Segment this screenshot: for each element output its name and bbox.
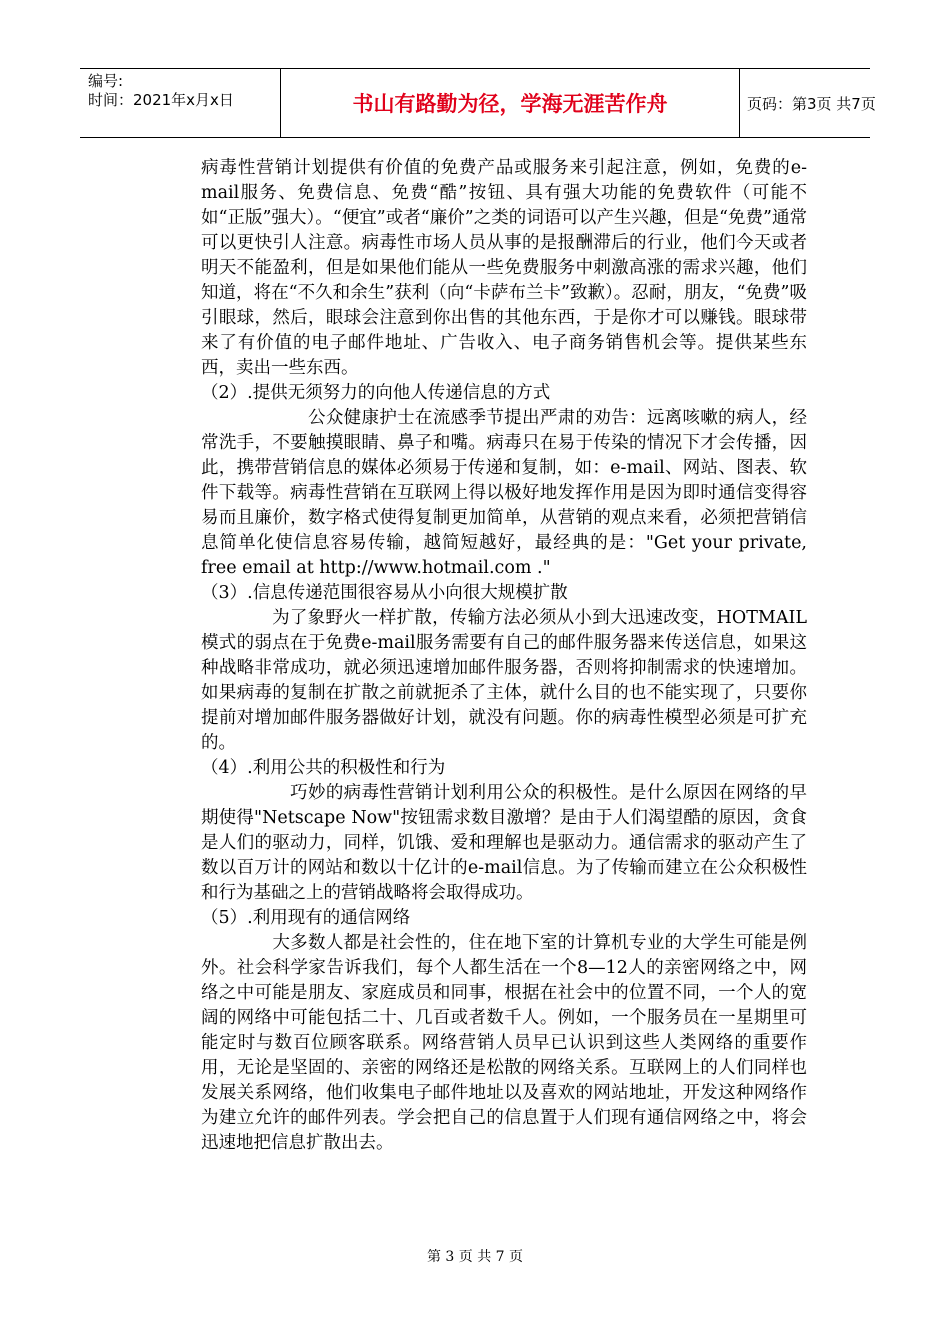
paragraph-text: 巧妙的病毒性营销计划利用公众的积极性。是什么原因在网络的早期使得"Netscape Now"按钮需求数目激增？是由于人们渴望酷的原因，贪食是人们的驱动力，同样，饥饿、爱和理解也是驱动力。通信需求的驱动产生了数以百万计的网站和数以十亿计的e-mail信息。为了传输而建立在公众积极性和行为基础之上的营销战略将会取得成功。 [201, 783, 807, 903]
heading-text: （2）.提供无须努力的向他人传递信息的方式 [201, 383, 551, 403]
paragraph [0, 931, 950, 1156]
header-info [80, 69, 280, 137]
header-page-number: 页码：第3页 共7页 [747, 94, 876, 113]
page-footer: 第 3 页 共 7 页 [426, 1249, 524, 1265]
paragraph-text: 为了象野火一样扩散，传输方法必须从小到大迅速改变，HOTMAIL模式的弱点在于免费e-mail服务需要有自己的邮件服务器来传送信息，如果这种战略非常成功，就必须迅速增加邮件服务器，否则将抑制需求的快速增加。如果病毒的复制在扩散之前就扼杀了主体，就什么目的也不能实现了，只要你提前对增加邮件服务器做好计划，就没有问题。你的病毒性模型必须是可扩充的。 [201, 608, 807, 753]
heading-text: （4）.利用公共的积极性和行为 [201, 758, 446, 778]
paragraph [0, 781, 950, 906]
paragraph-text: 公众健康护士在流感季节提出严肃的劝告：远离咳嗽的病人，经常洗手，不要触摸眼睛、鼻子和嘴。病毒只在易于传染的情况下才会传播，因此，携带营销信息的媒体必须易于传递和复制，如：e-mail、网站、图表、软件下载等。病毒性营销在互联网上得以极好地发挥作用是因为即时通信变得容易而且廉价，数字格式使得复制更加简单，从营销的观点来看，必须把营销信息简单化使信息容易传输，越简短越好，最经典的是："Get your private, free email at http://www.hotmail.com ." [201, 408, 807, 578]
heading-text: （5）.利用现有的通信网络 [201, 908, 411, 928]
document-body [0, 156, 950, 1156]
paragraph-text: 病毒性营销计划提供有价值的免费产品或服务来引起注意，例如，免费的e-mail服务、免费信息、免费“酷”按钮、具有强大功能的免费软件（可能不如“正版”强大）。“便宜”或者“廉价”之类的词语可以产生兴趣，但是“免费”通常可以更快引人注意。病毒性市场人员从事的是报酬滞后的行业，他们今天或者明天不能盈利，但是如果他们能从一些免费服务中刺激高涨的需求兴趣，他们知道，将在“不久和余生”获利（向“卡萨布兰卡”致歉）。忍耐，朋友，“免费”吸引眼球，然后，眼球会注意到你出售的其他东西，于是你才可以赚钱。眼球带来了有价值的电子邮件地址、广告收入、电子商务销售机会等。提供某些东西，卖出一些东西。 [201, 158, 807, 378]
paragraph [0, 606, 950, 756]
header-motto: 书山有路勤为径，学海无涯苦作舟 [280, 69, 740, 137]
paragraph [0, 406, 950, 581]
paragraph [0, 156, 950, 381]
section-heading [0, 756, 950, 781]
section-heading [0, 906, 950, 931]
page-header [80, 68, 876, 138]
date-label: 时间：2021年x月x日 [88, 91, 234, 109]
document-number-label: 编号: [88, 72, 124, 90]
heading-text: （3）.信息传递范围很容易从小向很大规模扩散 [201, 583, 568, 603]
section-heading [0, 381, 950, 406]
section-heading [0, 581, 950, 606]
paragraph-text: 大多数人都是社会性的，住在地下室的计算机专业的大学生可能是例外。社会科学家告诉我们，每个人都生活在一个8—12人的亲密网络之中，网络之中可能是朋友、家庭成员和同事，根据在社会中的位置不同，一个人的宽阔的网络中可能包括二十、几百或者数千人。例如，一个服务员在一星期里可能定时与数百位顾客联系。网络营销人员早已认识到这些人类网络的重要作用，无论是坚固的、亲密的网络还是松散的网络关系。互联网上的人们同样也发展关系网络，他们收集电子邮件地址以及喜欢的网站地址，开发这种网络作为建立允许的邮件列表。学会把自己的信息置于人们现有通信网络之中，将会迅速地把信息扩散出去。 [201, 933, 807, 1153]
